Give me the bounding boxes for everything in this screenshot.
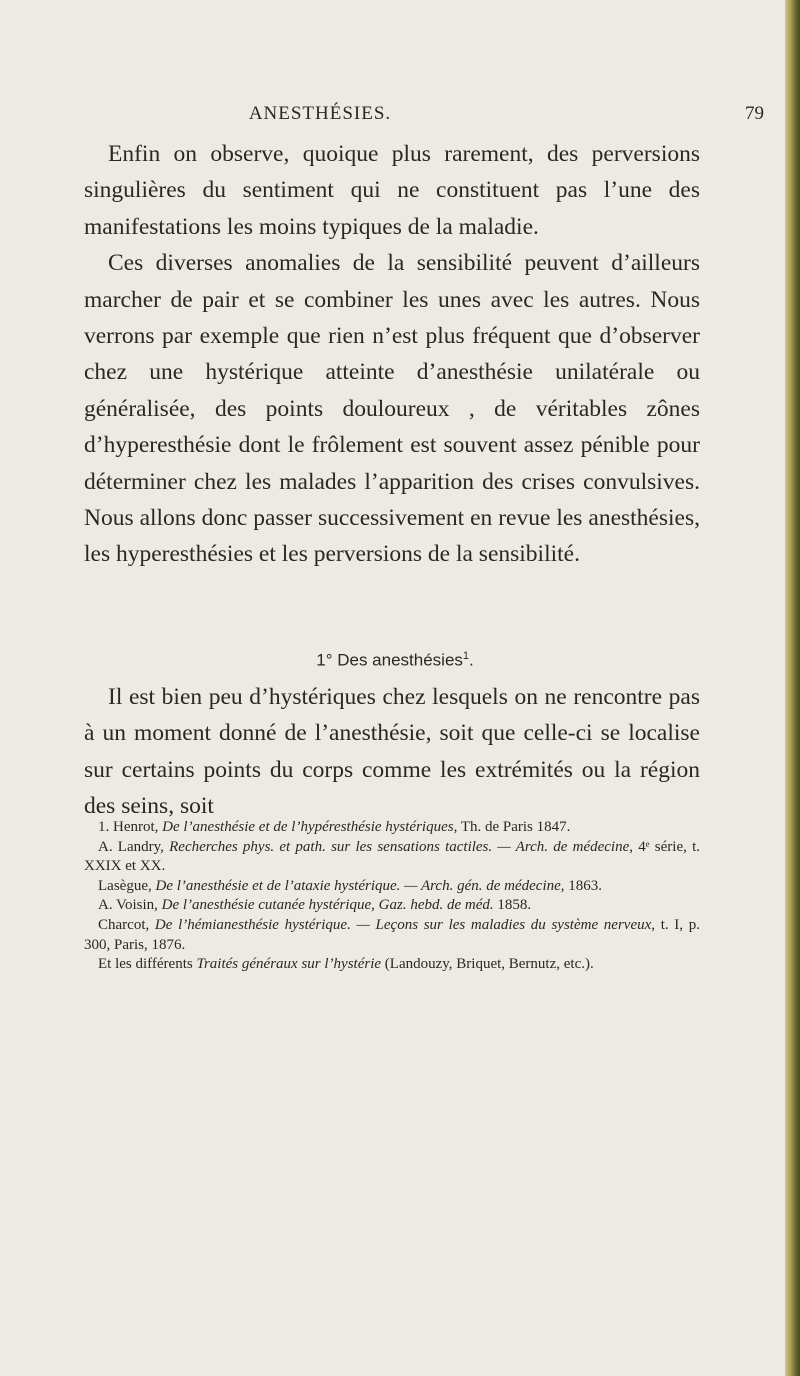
footnotes xyxy=(84,818,700,975)
footnote-voisin: A. Voisin, De l’anesthésie cutanée hystérique, Gaz. hebd. de méd. 1858. xyxy=(98,897,532,914)
section-heading-end: . xyxy=(469,650,474,670)
paragraph-anesthesies: Il est bien peu d’hystériques chez lesquels on ne rencontre pas à un moment donné de l’anesthésie, soit que celle-ci se localise sur certains points du corps comme les extrémités ou la région des seins, soit xyxy=(84,684,700,820)
footnote-charcot: Charcot, De l’hémianesthésie hystérique. — Leçons sur les maladies du système nerveux, t. I, p. 300, Paris, 1876. xyxy=(84,916,700,953)
footnote-lasegue: Lasègue, De l’anesthésie et de l’ataxie hystérique. — Arch. gén. de médecine, 1863. xyxy=(98,877,603,894)
page-edge-decoration xyxy=(785,0,800,1376)
body-text-section xyxy=(84,679,700,825)
footnote-marker: 1 xyxy=(462,650,470,662)
section-heading-text: 1° Des anesthésies xyxy=(316,650,463,670)
footnote-henrot: 1. Henrot, De l’anesthésie et de l’hypéresthésie hystériques, Th. de Paris 1847. xyxy=(98,819,571,835)
paragraph-perversions: Enfin on observe, quoique plus rarement, des perversions singulières du sentiment qui ne constituent pas l’une des manifestations les moins typiques de la maladie. xyxy=(84,141,700,240)
footnote-landry: A. Landry, Recherches phys. et path. sur les sensations tactiles. — Arch. de médecine, 4ᵉ série, t. XXIX et XX. xyxy=(84,838,700,875)
footnote-traites: Et les différents Traités généraux sur l’hystérie (Landouzy, Briquet, Bernutz, etc.). xyxy=(98,956,594,973)
body-text-top xyxy=(84,136,700,573)
running-title: ANESTHÉSIES. xyxy=(248,103,392,124)
section-heading xyxy=(255,650,535,671)
paragraph-anomalies: Ces diverses anomalies de la sensibilité peuvent d’ailleurs marcher de pair et se combiner les unes avec les autres. Nous verrons par exemple que rien n’est plus fréquent que d’observer chez une hystérique atteinte d’anesthésie unilatérale ou généralisée, des points douloureux , de véritables zônes d’hyperesthésie dont le frôlement est souvent assez pénible pour déterminer chez les malades l’apparition des crises convulsives. Nous allons donc passer successivement en revue les anesthésies, les hyperesthésies et les perversions de la sensibilité. xyxy=(84,250,700,568)
page-number: 79 xyxy=(745,103,764,124)
